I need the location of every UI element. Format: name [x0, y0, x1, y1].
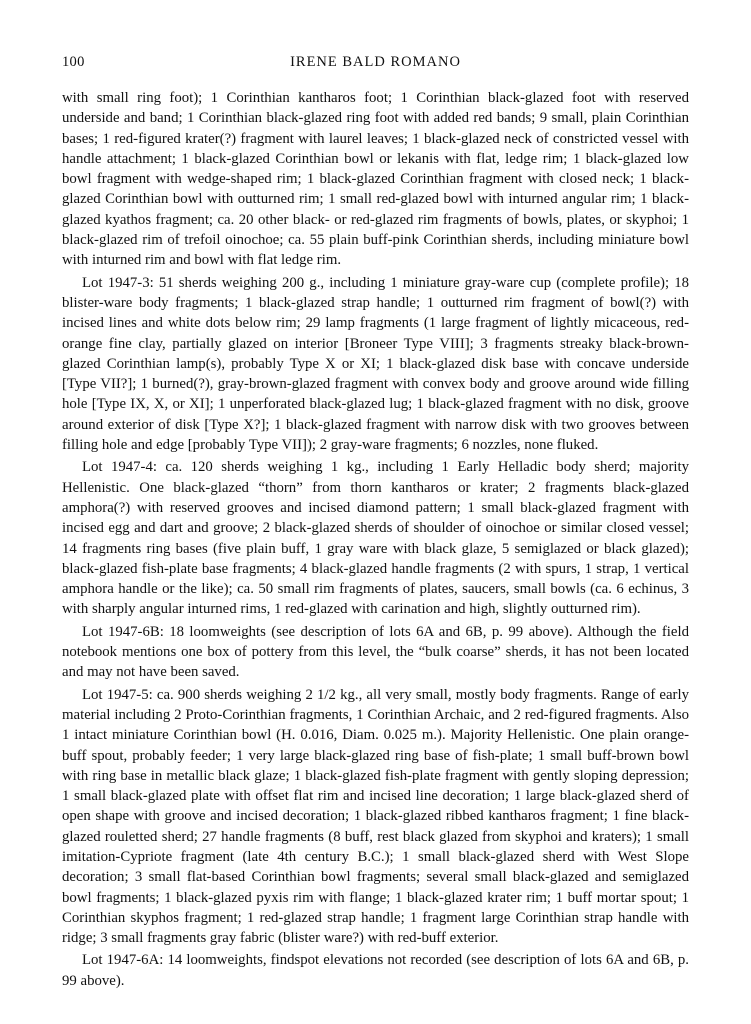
running-head: IRENE BALD ROMANO	[290, 54, 461, 70]
paragraph-lot-1947-3: Lot 1947-3: 51 sherds weighing 200 g., including 1 miniature gray-ware cup (complete profile); 18 blister-ware body fragments; 1 black-glazed strap handle; 1 outturned rim fragment of bowl(?) with incised lines and white dots below rim; 29 lamp fragments (1 large fragment of lightly micaceous, red-orange fine clay, partially glazed on interior [Broneer Type VIII]; 3 fragments streaky black-brown-glazed Corinthian lamp(s), probably Type X or XI; 1 black-glazed disk base with concave underside [Type VII?]; 1 burned(?), gray-brown-glazed fragment with convex body and groove around wide filling hole [Type IX, X, or XI]; 1 unperforated black-glazed lug; 1 black-glazed fragment with no disk, groove around exterior of disk [Type X?]; 1 black-glazed fragment with narrow disk with two grooves between filling hole and edge [probably Type VII]); 2 gray-ware fragments; 6 nozzles, none fluked.	[62, 274, 689, 454]
paragraph-lot-1947-6a: Lot 1947-6A: 14 loomweights, findspot elevations not recorded (see description of lots 6A and 6B, p. 99 above).	[62, 952, 689, 989]
page-header	[62, 54, 689, 78]
page-number: 100	[62, 54, 85, 70]
paragraph-lot-1947-5: Lot 1947-5: ca. 900 sherds weighing 2 1/2 kg., all very small, mostly body fragments. Range of early material including 2 Proto-Corinthian fragments, 1 Corinthian Archaic, and 2 red-figured fragments. Also 1 intact miniature Corinthian bowl (H. 0.016, Diam. 0.025 m.). Majority Hellenistic. One plain orange-buff spout, probably feeder; 1 very large black-glazed ring base of fish-plate; 1 small buff-brown bowl with ring base in metallic black glaze; 1 black-glazed fish-plate fragment with gently sloping depression; 1 small black-glazed plate with offset flat rim and incised line decoration; 1 large black-glazed sherd of open shape with groove and incised decoration; 1 black-glazed ribbed kantharos fragment; 1 fine black-glazed rouletted sherd; 27 handle fragments (8 buff, rest black glazed from skyphoi and kraters); 1 small imitation-Cypriote fragment (late 4th century B.C.); 1 small black-glazed sherd with West Slope decoration; 3 small flat-based Corinthian bowl fragments; several small black-glazed and semiglazed bowl fragments; 1 black-glazed pyxis rim with flange; 1 black-glazed krater rim; 1 buff mortar spout; 1 Corinthian skyphos fragment; 1 red-glazed strap handle; 1 fragment large Corinthian strap handle with ridge; 3 small fragments gray fabric (blister ware?) with red-buff exterior.	[62, 686, 689, 947]
paragraph-continuation: with small ring foot); 1 Corinthian kantharos foot; 1 Corinthian black-glazed foot with reserved underside and band; 1 Corinthian black-glazed ring foot with added red bands; 9 small, plain Corinthian bases; 1 red-figured krater(?) fragment with laurel leaves; 1 black-glazed neck of constricted vessel with handle attachment; 1 black-glazed Corinthian bowl or lekanis with flat, ledge rim; 1 black-glazed low bowl fragment with wedge-shaped rim; 1 black-glazed Corinthian fragment with closed neck; 1 black-glazed Corinthian bowl with outturned rim; 1 small red-glazed bowl with inturned angular rim; 1 black-glazed kyathos fragment; ca. 20 other black- or red-glazed rim fragments of bowls, plates, or skyphoi; 1 black-glazed rim of trefoil oinochoe; ca. 55 plain buff-pink Corinthian sherds, including miniature bowl with inturned rim and bowl with flat ledge rim.	[62, 90, 689, 269]
paragraph-lot-1947-6b: Lot 1947-6B: 18 loomweights (see description of lots 6A and 6B, p. 99 above). Although the field notebook mentions one box of pottery from this level, the “bulk coarse” sherds, it has not been located and may not have been saved.	[62, 623, 689, 681]
paragraph-lot-1947-4: Lot 1947-4: ca. 120 sherds weighing 1 kg., including 1 Early Helladic body sherd; majority Hellenistic. One black-glazed “thorn” from thorn kantharos or krater; 2 fragments black-glazed amphora(?) with reserved grooves and incised diamond pattern; 1 small black-glazed fragment with incised egg and dart and groove; 2 black-glazed sherds of shoulder of oinochoe or similar closed vessel; 14 fragments ring bases (five plain buff, 1 gray ware with black glaze, 5 semiglazed or black glazed); black-glazed fish-plate base fragments; 4 black-glazed handle fragments (2 with spurs, 1 strap, 1 vertical amphora handle or the like); ca. 50 small rim fragments of plates, saucers, small bowls (ca. 6 echinus, 3 with sharply angular inturned rims, 1 red-glazed with carination and high, slightly outturned rim).	[62, 459, 689, 618]
body-text	[62, 88, 689, 993]
